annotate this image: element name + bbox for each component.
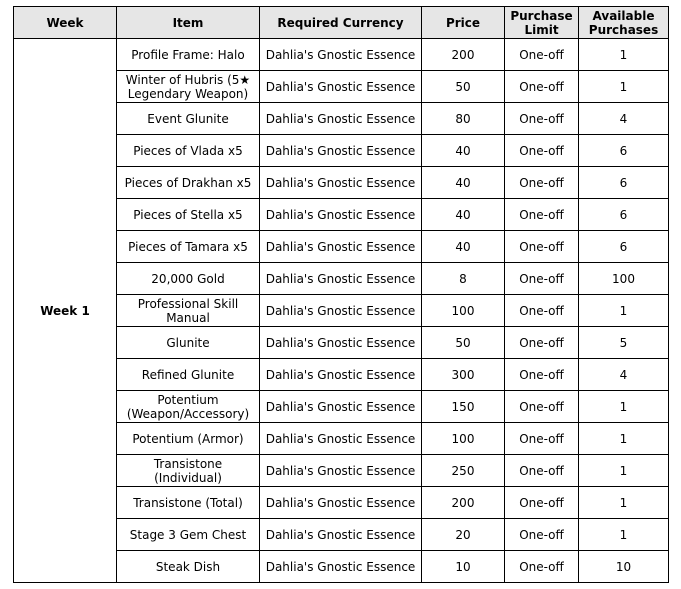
available-purchases-cell: 1 xyxy=(579,519,669,551)
item-cell: Pieces of Tamara x5 xyxy=(117,231,260,263)
price-cell: 50 xyxy=(422,71,505,103)
purchase-limit-cell: One-off xyxy=(505,103,579,135)
header-currency: Required Currency xyxy=(260,7,422,39)
purchase-limit-cell: One-off xyxy=(505,391,579,423)
header-item: Item xyxy=(117,7,260,39)
purchase-limit-cell: One-off xyxy=(505,487,579,519)
item-cell: Transistone (Individual) xyxy=(117,455,260,487)
available-purchases-cell: 6 xyxy=(579,167,669,199)
purchase-limit-cell: One-off xyxy=(505,167,579,199)
header-available-purchases: Available Purchases xyxy=(579,7,669,39)
available-purchases-cell: 1 xyxy=(579,71,669,103)
purchase-limit-cell: One-off xyxy=(505,423,579,455)
available-purchases-cell: 6 xyxy=(579,135,669,167)
price-cell: 40 xyxy=(422,167,505,199)
price-cell: 40 xyxy=(422,199,505,231)
table-body xyxy=(14,39,669,583)
currency-cell: Dahlia's Gnostic Essence xyxy=(260,199,422,231)
purchase-limit-cell: One-off xyxy=(505,519,579,551)
available-purchases-cell: 1 xyxy=(579,423,669,455)
purchase-limit-cell: One-off xyxy=(505,231,579,263)
currency-cell: Dahlia's Gnostic Essence xyxy=(260,231,422,263)
header-purchase-limit: Purchase Limit xyxy=(505,7,579,39)
price-cell: 80 xyxy=(422,103,505,135)
available-purchases-cell: 1 xyxy=(579,487,669,519)
currency-cell: Dahlia's Gnostic Essence xyxy=(260,135,422,167)
item-cell: Refined Glunite xyxy=(117,359,260,391)
purchase-limit-cell: One-off xyxy=(505,71,579,103)
header-week: Week xyxy=(14,7,117,39)
price-cell: 250 xyxy=(422,455,505,487)
shop-table xyxy=(13,6,669,583)
item-cell: Professional Skill Manual xyxy=(117,295,260,327)
price-cell: 40 xyxy=(422,135,505,167)
item-cell: Glunite xyxy=(117,327,260,359)
available-purchases-cell: 1 xyxy=(579,455,669,487)
price-cell: 200 xyxy=(422,39,505,71)
price-cell: 50 xyxy=(422,327,505,359)
available-purchases-cell: 6 xyxy=(579,199,669,231)
item-cell: Profile Frame: Halo xyxy=(117,39,260,71)
item-cell: Pieces of Drakhan x5 xyxy=(117,167,260,199)
purchase-limit-cell: One-off xyxy=(505,135,579,167)
item-cell: Pieces of Stella x5 xyxy=(117,199,260,231)
currency-cell: Dahlia's Gnostic Essence xyxy=(260,263,422,295)
item-cell: Transistone (Total) xyxy=(117,487,260,519)
price-cell: 10 xyxy=(422,551,505,583)
available-purchases-cell: 6 xyxy=(579,231,669,263)
item-cell: Winter of Hubris (5★ Legendary Weapon) xyxy=(117,71,260,103)
item-cell: Event Glunite xyxy=(117,103,260,135)
price-cell: 300 xyxy=(422,359,505,391)
purchase-limit-cell: One-off xyxy=(505,39,579,71)
price-cell: 150 xyxy=(422,391,505,423)
available-purchases-cell: 5 xyxy=(579,327,669,359)
purchase-limit-cell: One-off xyxy=(505,455,579,487)
item-cell: Potentium (Weapon/Accessory) xyxy=(117,391,260,423)
week-cell: Week 1 xyxy=(14,39,117,583)
purchase-limit-cell: One-off xyxy=(505,295,579,327)
item-cell: Pieces of Vlada x5 xyxy=(117,135,260,167)
purchase-limit-cell: One-off xyxy=(505,199,579,231)
available-purchases-cell: 100 xyxy=(579,263,669,295)
price-cell: 40 xyxy=(422,231,505,263)
currency-cell: Dahlia's Gnostic Essence xyxy=(260,359,422,391)
available-purchases-cell: 4 xyxy=(579,359,669,391)
purchase-limit-cell: One-off xyxy=(505,359,579,391)
currency-cell: Dahlia's Gnostic Essence xyxy=(260,167,422,199)
available-purchases-cell: 1 xyxy=(579,39,669,71)
available-purchases-cell: 1 xyxy=(579,391,669,423)
price-cell: 200 xyxy=(422,487,505,519)
table-header xyxy=(14,7,669,39)
item-cell: Stage 3 Gem Chest xyxy=(117,519,260,551)
price-cell: 8 xyxy=(422,263,505,295)
item-cell: Steak Dish xyxy=(117,551,260,583)
price-cell: 20 xyxy=(422,519,505,551)
currency-cell: Dahlia's Gnostic Essence xyxy=(260,103,422,135)
purchase-limit-cell: One-off xyxy=(505,327,579,359)
header-price: Price xyxy=(422,7,505,39)
currency-cell: Dahlia's Gnostic Essence xyxy=(260,391,422,423)
available-purchases-cell: 10 xyxy=(579,551,669,583)
currency-cell: Dahlia's Gnostic Essence xyxy=(260,39,422,71)
price-cell: 100 xyxy=(422,423,505,455)
available-purchases-cell: 1 xyxy=(579,295,669,327)
currency-cell: Dahlia's Gnostic Essence xyxy=(260,487,422,519)
item-cell: Potentium (Armor) xyxy=(117,423,260,455)
currency-cell: Dahlia's Gnostic Essence xyxy=(260,423,422,455)
currency-cell: Dahlia's Gnostic Essence xyxy=(260,295,422,327)
currency-cell: Dahlia's Gnostic Essence xyxy=(260,327,422,359)
available-purchases-cell: 4 xyxy=(579,103,669,135)
purchase-limit-cell: One-off xyxy=(505,263,579,295)
table-row xyxy=(14,39,669,71)
currency-cell: Dahlia's Gnostic Essence xyxy=(260,551,422,583)
item-cell: 20,000 Gold xyxy=(117,263,260,295)
price-cell: 100 xyxy=(422,295,505,327)
currency-cell: Dahlia's Gnostic Essence xyxy=(260,71,422,103)
purchase-limit-cell: One-off xyxy=(505,551,579,583)
currency-cell: Dahlia's Gnostic Essence xyxy=(260,455,422,487)
header-row xyxy=(14,7,669,39)
currency-cell: Dahlia's Gnostic Essence xyxy=(260,519,422,551)
